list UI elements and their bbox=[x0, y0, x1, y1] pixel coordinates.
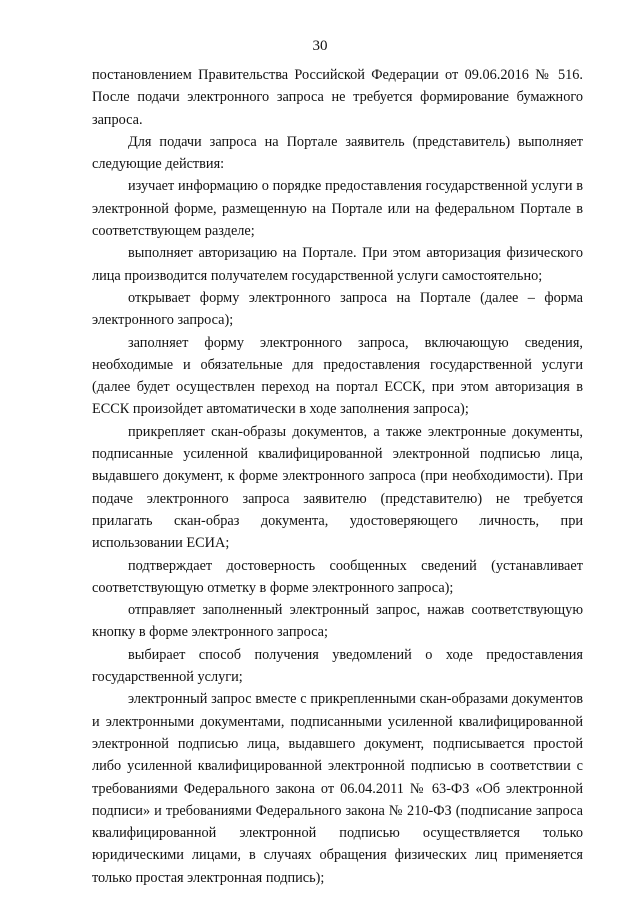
paragraph-fill-form: заполняет форму электронного запроса, включающую сведения, необходимые и обязательные для предоставления государственной услуги (далее будет осуществлен переход на портал ЕССК, при этом авторизация в ЕССК произойдет автоматически в ходе заполнения запроса); bbox=[92, 334, 583, 418]
paragraph-confirm: подтверждает достоверность сообщенных сведений (устанавливает соответствующую отметку в форме электронного запроса); bbox=[92, 557, 583, 596]
paragraph-signature: электронный запрос вместе с прикрепленными скан-образами документов и электронными документами, подписанными усиленной квалифицированной электронной подписью лица, выдавшего документ, подписывается простой либо усиленной квалифицированной электронной подписью в соответствии с требованиями Федерального закона от 06.04.2011 № 63-ФЗ «Об электронной подписи» и требованиями Федерального закона № 210-ФЗ (подписание запроса квалифицированной электронной подписью осуществляется только юридическими лицами, в случаях обращения физических лиц применяется только простая электронная подпись); bbox=[92, 691, 583, 886]
paragraph-open-form: открывает форму электронного запроса на Портале (далее – форма электронного запроса); bbox=[92, 289, 583, 329]
paragraph-attach-scans: прикрепляет скан-образы документов, а также электронные документы, подписанные усиленной квалифицированной электронной подписью лица, выдавшего документ, к форме электронного запроса (при необходимости). При подаче электронного запроса заявителю (представителю) не требуется прилагать скан-образ документа, удостоверяющего личность, при использовании ЕСИА; bbox=[92, 423, 583, 552]
paragraph-continuation: постановлением Правительства Российской Федерации от 09.06.2016 № 516. После подачи электронного запроса не требуется формирование бумажного запроса. bbox=[92, 67, 583, 128]
body-text bbox=[92, 64, 583, 889]
paragraph-intro: Для подачи запроса на Портале заявитель (представитель) выполняет следующие действия: bbox=[92, 133, 583, 173]
paragraph-send: отправляет заполненный электронный запрос, нажав соответствующую кнопку в форме электронного запроса; bbox=[92, 602, 583, 641]
paragraph-notifications: выбирает способ получения уведомлений о ходе предоставления государственной услуги; bbox=[92, 646, 583, 686]
paragraph-authorization: выполняет авторизацию на Портале. При этом авторизация физического лица производится получателем государственной услуги самостоятельно; bbox=[92, 245, 583, 284]
page-number: 30 bbox=[312, 38, 328, 54]
paragraph-study-info: изучает информацию о порядке предоставления государственной услуги в электронной форме, размещенную на Портале или на федеральном Портале в соответствующем разделе; bbox=[92, 178, 583, 240]
